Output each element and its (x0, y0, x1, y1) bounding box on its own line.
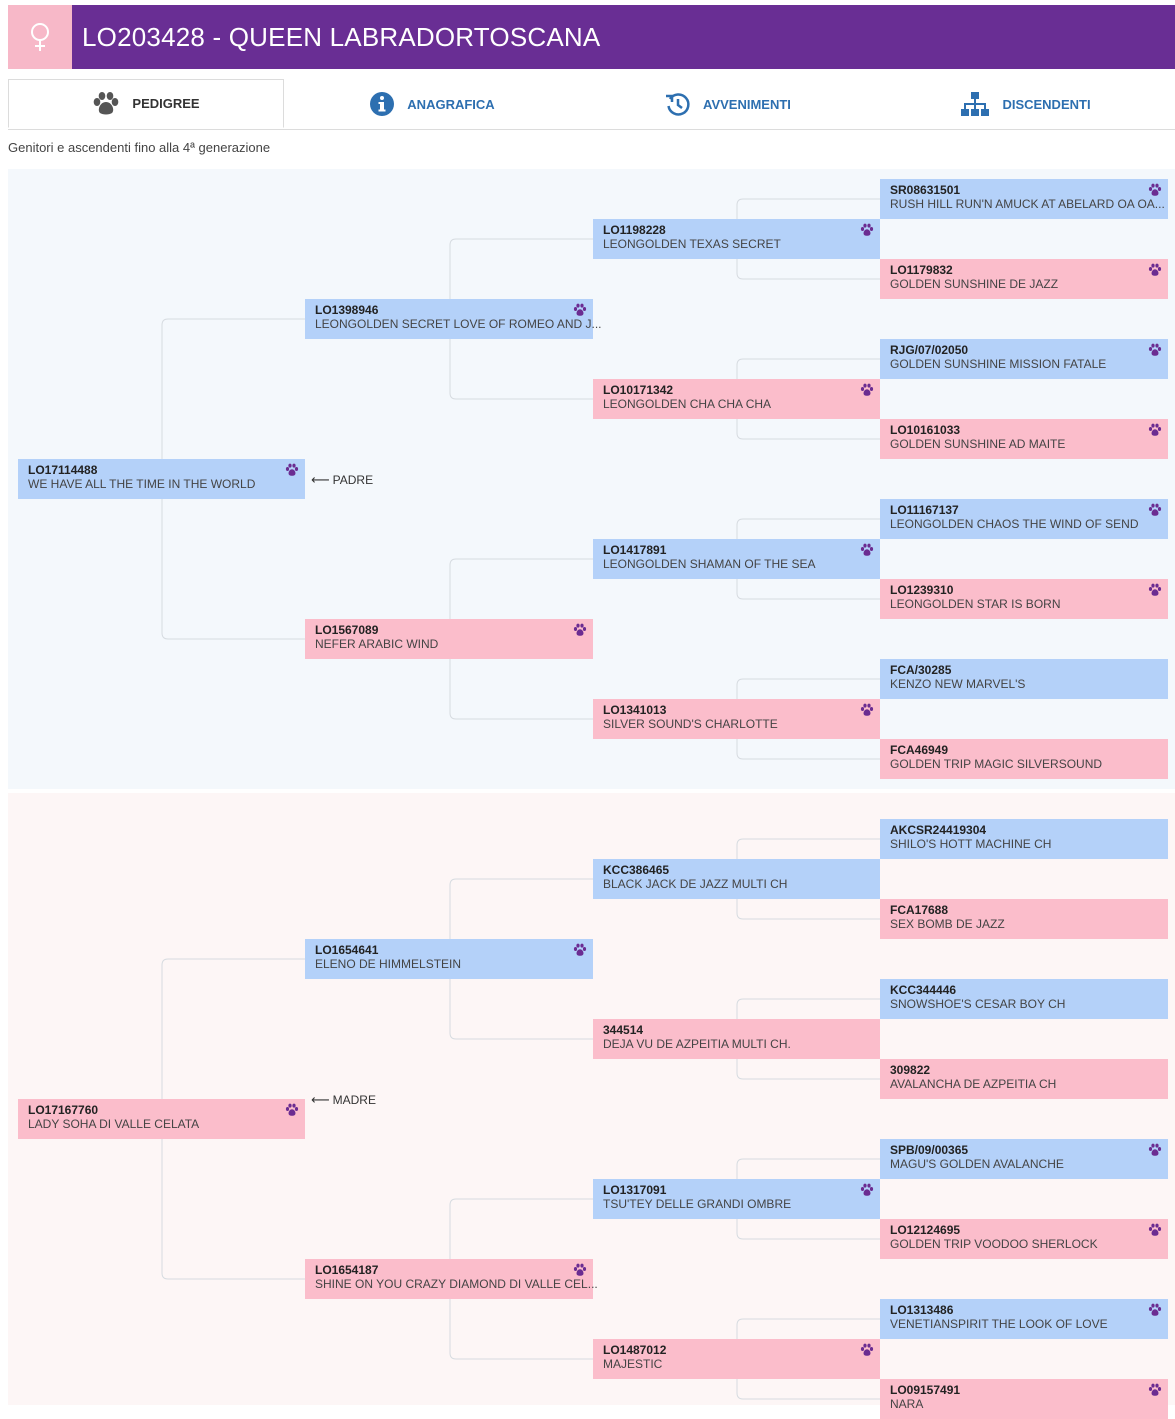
dog-id: LO1654187 (315, 1263, 379, 1277)
paw-icon[interactable] (860, 223, 874, 237)
pedigree-card-gen2[interactable] (305, 299, 602, 339)
female-icon (8, 5, 72, 69)
pedigree-card-gen4[interactable] (880, 499, 1168, 539)
dog-id: LO1317091 (603, 1183, 667, 1197)
dog-id: 309822 (890, 1063, 931, 1077)
dog-id: SPB/09/00365 (890, 1143, 969, 1157)
padre-label-text: PADRE (332, 473, 374, 487)
arrow-left-icon: ⟵ (311, 1092, 330, 1107)
dog-name: LADY SOHA DI VALLE CELATA (28, 1117, 200, 1131)
dog-id: FCA17688 (890, 903, 949, 917)
dog-name: LEONGOLDEN CHA CHA CHA (603, 397, 772, 411)
pedigree-card-gen3[interactable] (593, 379, 880, 419)
paw-icon[interactable] (1148, 263, 1162, 277)
dog-id: FCA46949 (890, 743, 949, 757)
dog-id: LO17167760 (28, 1103, 99, 1117)
dog-name: LEONGOLDEN SECRET LOVE OF ROMEO AND J... (315, 317, 602, 331)
dog-name: TSU'TEY DELLE GRANDI OMBRE (603, 1197, 792, 1211)
dog-name: BLACK JACK DE JAZZ MULTI CH (603, 877, 788, 891)
pedigree-card-gen4[interactable] (880, 1219, 1168, 1259)
dog-id: AKCSR24419304 (890, 823, 987, 837)
dog-id: 344514 (603, 1023, 644, 1037)
dog-name: SHINE ON YOU CRAZY DIAMOND DI VALLE CEL... (315, 1277, 598, 1291)
dog-name: WE HAVE ALL THE TIME IN THE WORLD (28, 477, 256, 491)
dog-id: LO1179832 (890, 263, 953, 277)
dog-name: MAJESTIC (603, 1357, 663, 1371)
paw-icon (92, 91, 120, 117)
pedigree-card-gen2[interactable] (305, 939, 593, 979)
pedigree-card-gen4[interactable] (880, 899, 1168, 939)
dog-name: LEONGOLDEN CHAOS THE WIND OF SEND (890, 517, 1139, 531)
paw-icon[interactable] (573, 1263, 587, 1277)
dog-name: GOLDEN SUNSHINE MISSION FATALE (890, 357, 1107, 371)
pedigree-card-gen4[interactable] (880, 419, 1168, 459)
tab-discendenti[interactable] (876, 79, 1175, 129)
dog-name: LEONGOLDEN TEXAS SECRET (603, 237, 781, 251)
tab-anagrafica-label: ANAGRAFICA (407, 96, 495, 112)
paw-icon[interactable] (860, 1183, 874, 1197)
sitemap-icon (960, 91, 990, 117)
dog-name: SILVER SOUND'S CHARLOTTE (603, 717, 778, 731)
dog-id: LO1341013 (603, 703, 667, 717)
dog-id: LO1239310 (890, 583, 954, 597)
page-title: LO203428 - QUEEN LABRADORTOSCANA (82, 22, 601, 52)
dog-name: LEONGOLDEN STAR IS BORN (890, 597, 1061, 611)
dog-header (8, 5, 1175, 69)
pedigree-card-gen4[interactable] (880, 579, 1168, 619)
pedigree-card-gen4[interactable] (880, 739, 1168, 779)
pedigree-card-gen4[interactable] (880, 1299, 1168, 1339)
paw-icon[interactable] (573, 943, 587, 957)
history-icon (665, 91, 691, 117)
dog-name: NARA (890, 1397, 924, 1411)
dog-name: GOLDEN SUNSHINE DE JAZZ (890, 277, 1059, 291)
dog-name: GOLDEN SUNSHINE AD MAITE (890, 437, 1066, 451)
dog-name: SNOWSHOE'S CESAR BOY CH (890, 997, 1066, 1011)
tab-discendenti-label: DISCENDENTI (1002, 96, 1091, 112)
dog-name: KENZO NEW MARVEL'S (890, 677, 1026, 691)
dog-name: GOLDEN TRIP VOODOO SHERLOCK (890, 1237, 1098, 1251)
dog-name: SHILO'S HOTT MACHINE CH (890, 837, 1052, 851)
pedigree-card-gen1[interactable] (18, 459, 305, 499)
pedigree-card-gen3[interactable] (593, 539, 880, 579)
dog-id: LO1417891 (603, 543, 667, 557)
paw-icon[interactable] (573, 623, 587, 637)
paw-icon[interactable] (1148, 503, 1162, 517)
dog-id: LO09157491 (890, 1383, 961, 1397)
dog-name: DEJA VU DE AZPEITIA MULTI CH. (603, 1037, 791, 1051)
pedigree-card-gen3[interactable] (593, 1339, 880, 1379)
tab-pedigree-label: PEDIGREE (132, 96, 200, 111)
dog-id: RJG/07/02050 (890, 343, 969, 357)
dog-id: LO1567089 (315, 623, 379, 637)
paw-icon[interactable] (1148, 1303, 1162, 1317)
madre-label (311, 1092, 376, 1108)
dog-name: LEONGOLDEN SHAMAN OF THE SEA (603, 557, 816, 571)
dog-id: LO1313486 (890, 1303, 954, 1317)
pedigree-card-gen3[interactable] (593, 1179, 880, 1219)
pedigree-card-gen2[interactable] (305, 619, 593, 659)
pedigree-card-gen1[interactable] (18, 1099, 305, 1139)
tab-avvenimenti[interactable] (580, 79, 876, 129)
tab-anagrafica[interactable] (284, 79, 580, 129)
pedigree-card-gen4[interactable] (880, 179, 1168, 219)
pedigree-card-gen3[interactable] (593, 219, 880, 259)
dog-id: LO10161033 (890, 423, 961, 437)
info-icon (369, 91, 395, 117)
pedigree-card-gen3[interactable] (593, 1019, 880, 1059)
madre-label-text: MADRE (332, 1093, 376, 1107)
dog-id: KCC386465 (603, 863, 670, 877)
pedigree-card-gen3[interactable] (593, 699, 880, 739)
dog-name: GOLDEN TRIP MAGIC SILVERSOUND (890, 757, 1103, 771)
dog-name: VENETIANSPIRIT THE LOOK OF LOVE (890, 1317, 1108, 1331)
paw-icon[interactable] (285, 1103, 299, 1117)
pedigree-card-gen4[interactable] (880, 1379, 1168, 1419)
pedigree-subtitle: Genitori e ascendenti fino alla 4ª generazione (8, 140, 271, 155)
pedigree-card-gen4[interactable] (880, 1139, 1168, 1179)
dog-id: LO1398946 (315, 303, 379, 317)
pedigree-card-gen4[interactable] (880, 819, 1168, 859)
paw-icon[interactable] (860, 543, 874, 557)
dog-name: RUSH HILL RUN'N AMUCK AT ABELARD OA OA... (890, 197, 1165, 211)
dog-id: LO10171342 (603, 383, 674, 397)
dog-name: NEFER ARABIC WIND (315, 637, 439, 651)
dog-id: FCA/30285 (890, 663, 952, 677)
paw-icon[interactable] (1148, 583, 1162, 597)
pedigree-card-gen4[interactable] (880, 339, 1168, 379)
dog-id: SR08631501 (890, 183, 961, 197)
padre-label (311, 472, 373, 488)
dog-id: LO1654641 (315, 943, 379, 957)
tab-pedigree[interactable] (8, 79, 284, 128)
dog-id: LO17114488 (28, 463, 98, 477)
pedigree-card-gen4[interactable] (880, 659, 1168, 699)
pedigree-card-gen4[interactable] (880, 259, 1168, 299)
pedigree-card-gen4[interactable] (880, 1059, 1168, 1099)
dog-id: LO1487012 (603, 1343, 667, 1357)
pedigree-card-gen2[interactable] (305, 1259, 598, 1299)
dog-name: AVALANCHA DE AZPEITIA CH (890, 1077, 1057, 1091)
dog-id: LO12124695 (890, 1223, 961, 1237)
dog-name: SEX BOMB DE JAZZ (890, 917, 1005, 931)
paw-icon[interactable] (1148, 423, 1162, 437)
paw-icon[interactable] (860, 383, 874, 397)
paw-icon[interactable] (1148, 1143, 1162, 1157)
tab-bar (8, 79, 1175, 130)
dog-name: ELENO DE HIMMELSTEIN (315, 957, 462, 971)
pedigree-card-gen4[interactable] (880, 979, 1168, 1019)
dog-name: MAGU'S GOLDEN AVALANCHE (890, 1157, 1064, 1171)
paw-icon[interactable] (285, 463, 299, 477)
paw-icon[interactable] (860, 703, 874, 717)
paw-icon[interactable] (860, 1343, 874, 1357)
pedigree-card-gen3[interactable] (593, 859, 880, 899)
dog-id: LO11167137 (890, 503, 959, 517)
paw-icon[interactable] (1148, 183, 1162, 197)
dog-id: KCC344446 (890, 983, 957, 997)
paw-icon[interactable] (573, 303, 587, 317)
paw-icon[interactable] (1148, 343, 1162, 357)
tab-avvenimenti-label: AVVENIMENTI (703, 96, 791, 112)
arrow-left-icon: ⟵ (311, 472, 330, 487)
dog-id: LO1198228 (603, 223, 666, 237)
paw-icon[interactable] (1148, 1383, 1162, 1397)
paw-icon[interactable] (1148, 1223, 1162, 1237)
